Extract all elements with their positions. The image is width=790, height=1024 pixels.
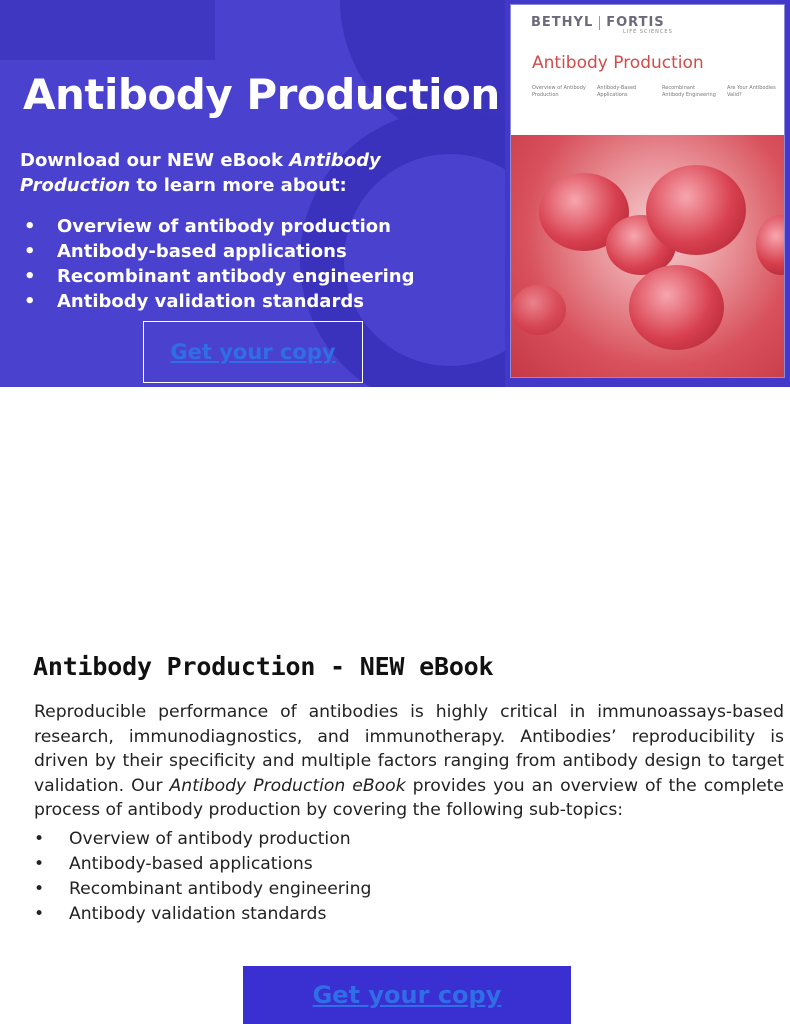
article-topic-list [34, 827, 371, 927]
bullet-icon: • [34, 879, 45, 899]
banner-topic-list [20, 214, 415, 314]
cover-column: Recombinant Antibody Engineering [662, 85, 716, 98]
article-title: Antibody Production - NEW eBook [33, 652, 494, 681]
bullet-icon: • [24, 216, 36, 237]
article-list-item [34, 877, 371, 902]
banner-list-item-label: Antibody-based applications [57, 241, 347, 262]
banner-list-item-label: Overview of antibody production [57, 216, 391, 237]
antibody-stem-blob [629, 265, 724, 350]
cover-brand-sub: LIFE SCIENCES [623, 29, 673, 35]
bullet-icon: • [24, 266, 36, 287]
cover-brand-left: BETHYL [531, 15, 594, 30]
antibody-arm-blob [646, 165, 746, 255]
article-paragraph-ebook-title: Antibody Production eBook [169, 775, 406, 796]
antibody-side-blob [511, 285, 566, 335]
article-list-item-label: Overview of antibody production [69, 829, 351, 849]
banner-decor-block [0, 0, 215, 60]
cover-topic-columns [532, 85, 782, 99]
banner-title: Antibody Production [23, 70, 500, 119]
banner-list-item-label: Recombinant antibody engineering [57, 266, 415, 287]
article-list-item [34, 852, 371, 877]
article-list-item [34, 902, 371, 927]
article-list-item-label: Antibody-based applications [69, 854, 313, 874]
cover-title: Antibody Production [532, 53, 704, 73]
promo-banner [0, 0, 790, 387]
cover-brand-right: FORTIS [606, 15, 665, 30]
bullet-icon: • [24, 241, 36, 262]
banner-list-item-label: Antibody validation standards [57, 291, 364, 312]
banner-intro-prefix: Download our NEW eBook [20, 150, 290, 171]
banner-intro [20, 148, 440, 198]
get-copy-button[interactable]: Get your copy [243, 966, 571, 1024]
article-list-item-label: Recombinant antibody engineering [69, 879, 372, 899]
bullet-icon: • [34, 854, 45, 874]
banner-list-item [20, 289, 415, 314]
bullet-icon: • [24, 291, 36, 312]
banner-list-item [20, 239, 415, 264]
article-list-item [34, 827, 371, 852]
article-paragraph-part2: provides you an overview of the complete process of antibody production by covering the following sub-topics: [34, 775, 784, 820]
article-paragraph-part1: Reproducible performance of antibodies is highly critical in immunoassays-based research, immunodiagnostics, and immunotherapy. Antibodies’ reproducibility is driven by their specificity and multiple factors ranging from antibody design to target validation. Our [34, 702, 784, 796]
banner-intro-ebook-title: Antibody Production [20, 150, 381, 196]
banner-list-item [20, 214, 415, 239]
antibody-illustration [511, 135, 784, 377]
article-list-item-label: Antibody validation standards [69, 904, 327, 924]
ebook-cover-image[interactable] [511, 5, 784, 377]
cover-brand-divider [599, 16, 600, 30]
banner-intro-suffix: to learn more about: [130, 175, 347, 196]
bullet-icon: • [34, 829, 45, 849]
banner-get-copy-button[interactable]: Get your copy [143, 321, 363, 383]
antibody-side-blob [756, 215, 784, 275]
cover-column: Overview of Antibody Production [532, 85, 586, 98]
cover-column: Antibody-Based Applications [597, 85, 637, 98]
cover-column: Are Your Antibodies Valid? [727, 85, 776, 98]
bullet-icon: • [34, 904, 45, 924]
banner-list-item [20, 264, 415, 289]
article-paragraph [34, 700, 784, 823]
cover-brand-logo [531, 15, 673, 35]
